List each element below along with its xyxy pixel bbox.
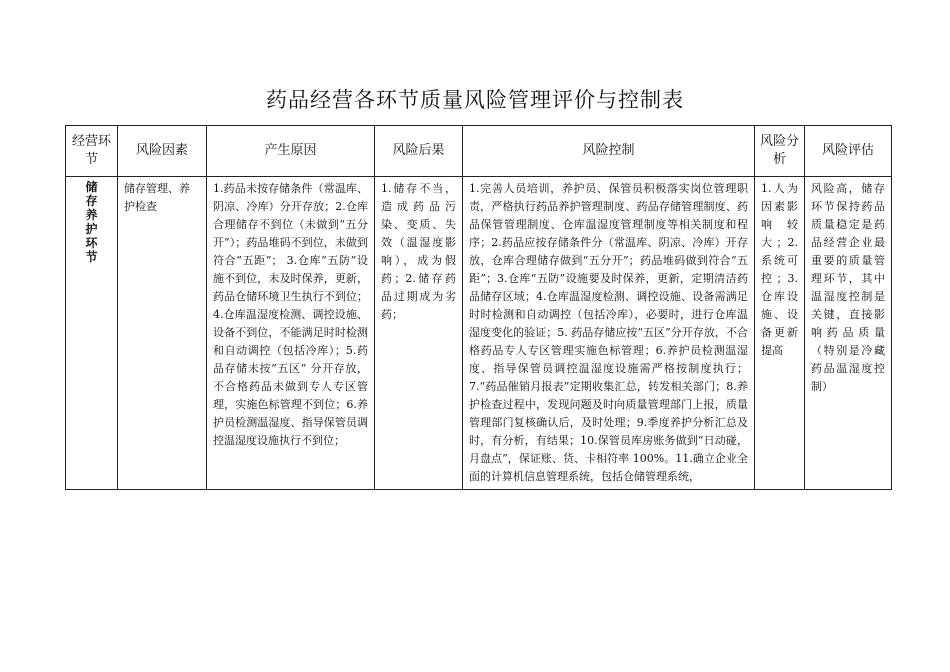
cell-control: 1.完善人员培训，养护员、保管员积极落实岗位管理职责，严格执行药品养护管理制度、药品存储管理制度、药品保管管理制度、仓库温湿度管理制度等相关制度和程序；2.药品应按存储条件分（常温库、阴凉、冷库）开存放，仓库合理储存做到“五分开”；药品堆码做到符合“五距”；3.仓库“五防”设施要及时保养，更新，定期清洁药品储存区域；4.仓库温湿度检测、调控设施、设备需满足时时检测和自动调控（包括冷库），必要时，进行仓库温湿度变化的验证；5. 药品存储应按“五区”分开存放，不合格药品专人专区管理实施色标管理；6.养护员检测温湿度、指导保管员调控温湿度设施需严格按制度执行；7.“药品催销月报表”定期收集汇总，转发相关部门；8.养护检查过程中，发现问题及时向质量管理部门上报，质量管理部门复核确认后，及时处理；9.季度养护分析汇总及时，有分析，有结果；10.保管员库房账务做到“日动碰，月盘点”，保证账、货、卡相符率 100%。11.确立企业全面的计算机信息管理系统，包括仓储管理系统， — [463, 177, 755, 490]
header-cause: 产生原因 — [207, 126, 375, 177]
header-control: 风险控制 — [463, 126, 755, 177]
stage-label: 储存养护环节 — [85, 180, 98, 264]
cell-factor: 储存管理、养护检查 — [118, 177, 207, 490]
cell-analysis: 1.人为因素影响 较大；2.系统可控；3.仓库设施、设备更新提高 — [755, 177, 805, 490]
page-title: 药品经营各环节质量风险管理评价与控制表 — [266, 88, 684, 112]
table-row — [66, 177, 892, 490]
header-stage: 经营环节 — [66, 126, 118, 177]
cell-evaluation: 风险高，储存环节保持药品质量稳定是药品经营企业最重要的质量管理环节，其中温湿度控制是关键，直接影响药品质量（特别是冷藏药品温湿度控制） — [805, 177, 892, 490]
header-analysis: 风险分析 — [755, 126, 805, 177]
risk-table — [65, 125, 892, 490]
cell-cause: 1.药品未按存储条件（常温库、阴凉、冷库）分开存放；2.仓库合理储存不到位（未做到“五分开”）；药品堆码不到位，未做到符合“五距”； 3.仓库“五防”设施不到位，未及时保养，更新，药品仓储环境卫生执行不到位；4.仓库温湿度检测、调控设施、设备不到位，不能满足时时检测和自动调控（包括冷库）；5.药品存储未按“五区” 分开存放，不合格药品未做到专人专区管理，实施色标管理不到位；6.养护员检测温湿度、指导保管员调控温湿度设施执行不到位； — [207, 177, 375, 490]
header-consequence: 风险后果 — [375, 126, 463, 177]
cell-consequence: 1.储存不当，造成药品污染、变质、失效（温湿度影响），成为假药；2.储存药品过期成为劣药； — [375, 177, 463, 490]
header-factor: 风险因素 — [118, 126, 207, 177]
cell-stage — [66, 177, 118, 490]
table-header-row — [66, 126, 892, 177]
header-evaluation: 风险评估 — [805, 126, 892, 177]
